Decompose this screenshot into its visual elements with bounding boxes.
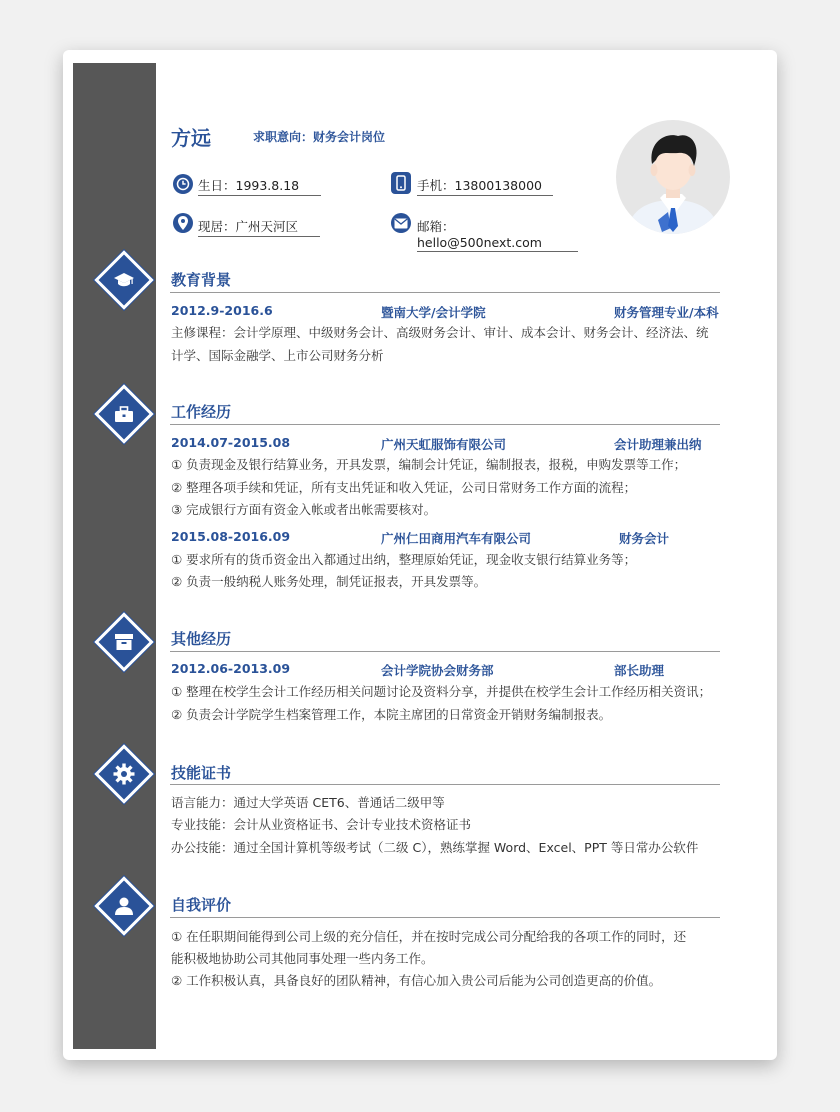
mail-icon bbox=[391, 213, 411, 233]
self-title: 自我评价 bbox=[171, 896, 232, 914]
education-divider bbox=[170, 292, 720, 293]
other-org: 会计学院协会财务部 bbox=[381, 663, 494, 678]
resume-page bbox=[63, 50, 777, 1060]
self-line: ① 在任职期间能得到公司上级的充分信任，并在按时完成公司分配给我的各项工作的同时，还 bbox=[171, 929, 687, 944]
archive-box-icon bbox=[106, 624, 142, 660]
list-item: ② 负责一般纳税人账务处理，制凭证报表，开具发票等。 bbox=[171, 574, 487, 589]
list-item: ① 负责现金及银行结算业务，开具发票，编制会计凭证，编制报表，报税，申购发票等工作； bbox=[171, 457, 687, 472]
education-title: 教育背景 bbox=[171, 271, 232, 289]
list-item: ① 要求所有的货币资金出入都通过出纳，整理原始凭证，现金收支银行结算业务等； bbox=[171, 552, 637, 567]
other-period: 2012.06-2013.09 bbox=[171, 661, 291, 676]
work-divider bbox=[170, 424, 720, 425]
skill-item: 办公技能：通过全国计算机等级考试（二级 C），熟练掌握 Word、Excel、PPT 等日常办公软件 bbox=[171, 840, 699, 855]
education-courses-line: 计学、国际金融学、上市公司财务分析 bbox=[171, 348, 384, 363]
residence-field: 现居：广州天河区 bbox=[198, 217, 320, 237]
skills-section-icon bbox=[94, 744, 153, 803]
gear-icon bbox=[106, 756, 142, 792]
job-company: 广州天虹服饰有限公司 bbox=[381, 437, 507, 452]
self-line: 能积极地协助公司其他同事处理一些内务工作。 bbox=[171, 951, 434, 966]
other-title: 其他经历 bbox=[171, 630, 232, 648]
briefcase-icon bbox=[106, 396, 142, 432]
skills-divider bbox=[170, 784, 720, 785]
graduation-cap-icon bbox=[106, 262, 142, 298]
person-icon bbox=[106, 888, 142, 924]
work-section-icon bbox=[94, 384, 153, 443]
list-item: ② 负责会计学院学生档案管理工作，本院主席团的日常资金开销财务编制报表。 bbox=[171, 707, 612, 722]
education-section-icon bbox=[94, 250, 153, 309]
phone-field: 手机：13800138000 bbox=[417, 176, 553, 196]
sidebar bbox=[73, 63, 156, 1049]
candidate-name: 方远 bbox=[171, 126, 211, 150]
job-intent: 求职意向：财务会计岗位 bbox=[253, 130, 386, 144]
education-school: 暨南大学/会计学院 bbox=[381, 305, 486, 320]
self-line: ② 工作积极认真，具备良好的团队精神，有信心加入贵公司后能为公司创造更高的价值。 bbox=[171, 973, 662, 988]
list-item: ② 整理各项手续和凭证，所有支出凭证和收入凭证，公司日常财务工作方面的流程； bbox=[171, 480, 637, 495]
self-section-icon bbox=[94, 876, 153, 935]
education-period: 2012.9-2016.6 bbox=[171, 303, 273, 318]
education-major: 财务管理专业/本科 bbox=[614, 305, 719, 320]
work-title: 工作经历 bbox=[171, 403, 232, 421]
skill-item: 专业技能：会计从业资格证书、会计专业技术资格证书 bbox=[171, 817, 472, 832]
email-field: 邮箱：hello@500next.com bbox=[417, 217, 578, 252]
birthday-field: 生日：1993.8.18 bbox=[198, 176, 321, 196]
job-company: 广州仁田商用汽车有限公司 bbox=[381, 531, 532, 546]
skill-item: 语言能力：通过大学英语 CET6、普通话二级甲等 bbox=[171, 795, 445, 810]
self-divider bbox=[170, 917, 720, 918]
job-position: 财务会计 bbox=[619, 531, 670, 546]
other-section-icon bbox=[94, 612, 153, 671]
avatar bbox=[616, 120, 730, 234]
list-item: ① 整理在校学生会计工作经历相关问题讨论及资料分享，并提供在校学生会计工作经历相关资讯； bbox=[171, 684, 712, 699]
calendar-icon bbox=[173, 174, 193, 194]
phone-icon bbox=[391, 172, 411, 194]
job-position: 会计助理兼出纳 bbox=[614, 437, 702, 452]
location-icon bbox=[173, 213, 193, 233]
education-courses-line: 主修课程：会计学原理、中级财务会计、高级财务会计、审计、成本会计、财务会计、经济法、统 bbox=[171, 325, 709, 340]
other-role: 部长助理 bbox=[614, 663, 665, 678]
job-period: 2014.07-2015.08 bbox=[171, 435, 291, 450]
job-period: 2015.08-2016.09 bbox=[171, 529, 291, 544]
other-divider bbox=[170, 651, 720, 652]
list-item: ③ 完成银行方面有资金入帐或者出帐需要核对。 bbox=[171, 502, 437, 517]
skills-title: 技能证书 bbox=[171, 764, 232, 782]
